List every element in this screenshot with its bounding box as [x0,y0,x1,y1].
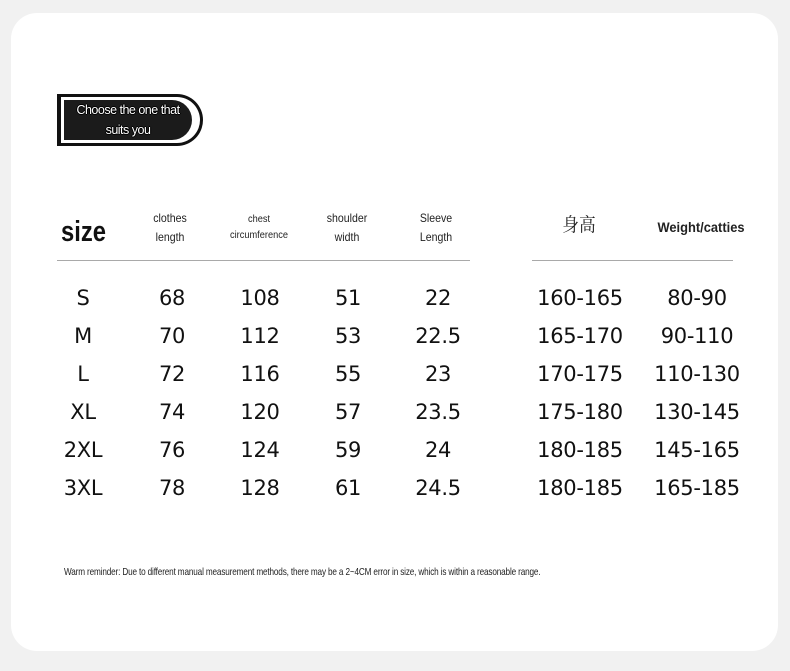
cell-sleeve: 22.5 [415,324,461,348]
cell-sleeve: 24 [424,438,452,462]
cell-weight: 110-130 [654,362,740,386]
cell-shoulder: 59 [334,438,362,462]
cell-height: 180-185 [537,476,623,500]
header-clothes-length-line1: clothes [153,211,187,225]
cell-clothes-length: 72 [158,362,186,386]
header-chest-line1: chest [247,213,271,225]
cell-shoulder: 57 [334,400,362,424]
cell-shoulder: 61 [334,476,362,500]
choose-badge-fill [64,100,192,140]
cell-size: S [76,286,90,310]
cell-clothes-length: 78 [158,476,186,500]
cell-size: M [74,324,92,348]
cell-chest: 124 [240,438,280,462]
cell-height: 175-180 [537,400,623,424]
header-weight: Weight/catties [657,219,745,235]
warm-reminder: Warm reminder: Due to different manual measurement methods, there may be a 2~4CM error in size, which is within a reasonable range. [64,566,541,578]
cell-shoulder: 55 [334,362,362,386]
cell-weight: 90-110 [660,324,734,348]
header-shoulder-line1: shoulder [326,211,368,225]
cell-clothes-length: 74 [158,400,186,424]
header-sleeve-line1: Sleeve [419,211,453,225]
cell-sleeve: 23.5 [415,400,461,424]
cell-height: 160-165 [537,286,623,310]
cell-weight: 130-145 [654,400,740,424]
cell-chest: 128 [240,476,280,500]
cell-chest: 108 [240,286,280,310]
header-chest-circumference [219,211,298,243]
header-height: 身高 [562,214,596,236]
cell-height: 165-170 [537,324,623,348]
cell-clothes-length: 68 [158,286,186,310]
cell-size: XL [70,400,96,424]
header-divider-left [57,260,470,261]
cell-clothes-length: 76 [158,438,186,462]
cell-sleeve: 24.5 [415,476,461,500]
cell-size: 3XL [63,476,103,500]
cell-clothes-length: 70 [158,324,186,348]
cell-shoulder: 53 [334,324,362,348]
cell-height: 180-185 [537,438,623,462]
cell-weight: 165-185 [654,476,740,500]
cell-sleeve: 23 [424,362,452,386]
cell-height: 170-175 [537,362,623,386]
badge-line-1: Choose the one that [76,103,180,117]
header-shoulder-width [312,209,382,247]
choose-badge [57,94,203,146]
cell-chest: 112 [240,324,280,348]
header-chest-line2: circumference [229,229,289,241]
header-divider-right [532,260,733,261]
cell-size: L [77,362,89,386]
cell-chest: 120 [240,400,280,424]
cell-chest: 116 [240,362,280,386]
header-clothes-length-line2: length [155,230,185,244]
cell-size: 2XL [63,438,103,462]
cell-sleeve: 22 [424,286,452,310]
header-sleeve-length [401,209,471,247]
cell-weight: 145-165 [654,438,740,462]
cell-weight: 80-90 [667,286,727,310]
header-shoulder-line2: width [334,230,360,244]
header-sleeve-line2: Length [419,230,453,244]
badge-line-2: suits you [105,123,151,137]
header-clothes-length [135,209,205,247]
cell-shoulder: 51 [334,286,362,310]
header-size: size [61,216,106,248]
